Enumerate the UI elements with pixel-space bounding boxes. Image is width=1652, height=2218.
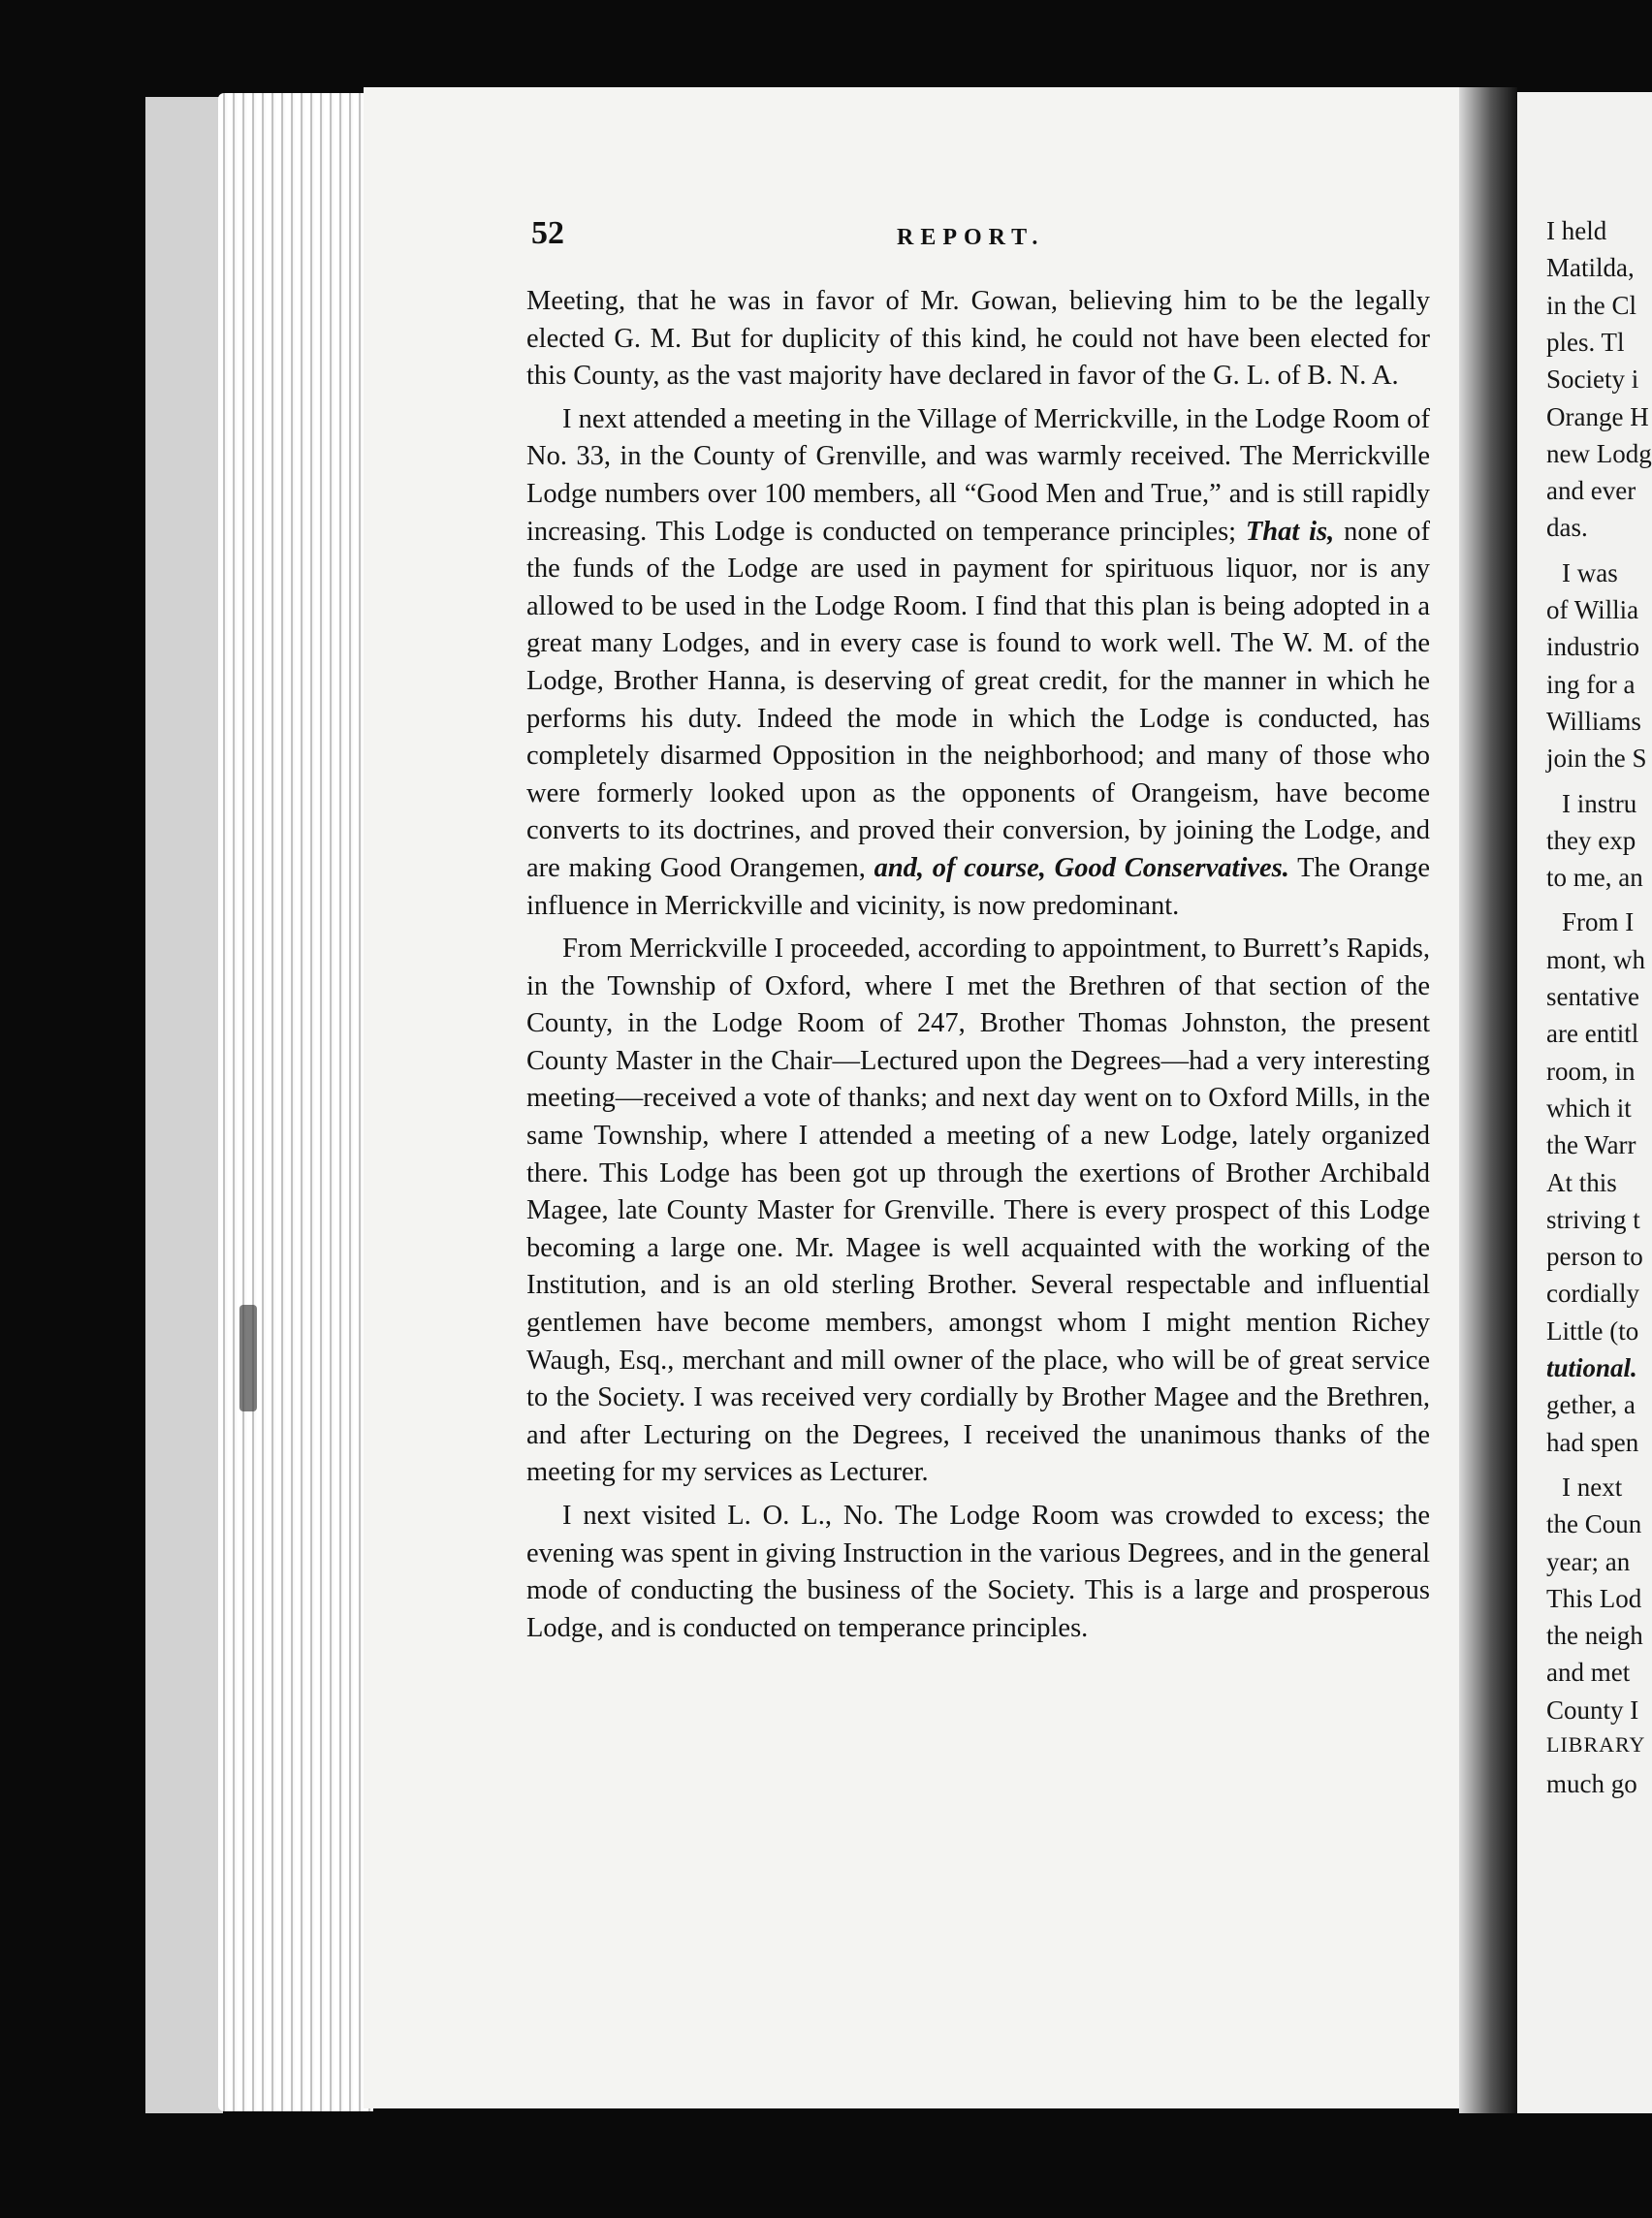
facing-page-line: join the S	[1546, 744, 1647, 774]
facing-page-line: the neigh	[1546, 1621, 1643, 1651]
facing-page-line: to me, an	[1546, 863, 1643, 893]
facing-page-line: I was	[1562, 557, 1618, 587]
facing-page-line: much go	[1546, 1769, 1637, 1799]
facing-page-line: had spen	[1546, 1427, 1639, 1457]
facing-page-line: person to	[1546, 1242, 1643, 1272]
facing-page-line: which it	[1546, 1093, 1632, 1123]
facing-page-line: sentative	[1546, 982, 1639, 1011]
running-head: REPORT.	[897, 225, 1045, 250]
facing-page-line: year; an	[1546, 1546, 1631, 1576]
facing-page-line: I held	[1546, 216, 1607, 245]
page-number: 52	[531, 215, 564, 251]
body-text	[526, 283, 1430, 1647]
paragraph	[526, 931, 1430, 1492]
book-cover-edge	[145, 97, 223, 2113]
facing-page-line: in the Cl	[1546, 290, 1636, 320]
italic-text: and, of course, Good Conservatives.	[874, 852, 1289, 883]
book-gutter-shadow	[1459, 87, 1517, 2113]
facing-page-line: and ever	[1546, 476, 1636, 506]
facing-page-line: tutional.	[1546, 1353, 1637, 1382]
text-run: I next visited L. O. L., No. The Lodge Room was crowded to excess; the evening was spent in giving Instruction in the various Degrees, and in the general mode of conducting the business of the Society. This is a large and prosperous Lodge, and is conducted on temperance principles.	[526, 1501, 1430, 1643]
facing-page-line: LIBRARY	[1546, 1732, 1646, 1757]
facing-page-line: This Lod	[1546, 1583, 1642, 1613]
facing-page-line: Society i	[1546, 364, 1639, 395]
facing-page-line: of Willia	[1546, 595, 1639, 624]
facing-page	[1517, 92, 1652, 2113]
facing-page-line: Matilda,	[1546, 253, 1635, 283]
facing-page-line: the Coun	[1546, 1509, 1642, 1539]
facing-page-line: and met	[1546, 1658, 1631, 1688]
facing-page-line: cordially	[1546, 1279, 1639, 1309]
facing-page-line: I next	[1562, 1472, 1623, 1502]
facing-page-line: Orange H	[1546, 401, 1649, 431]
facing-page-line: they exp	[1546, 825, 1636, 855]
paragraph	[526, 283, 1430, 396]
page-stack-edges	[218, 93, 373, 2111]
facing-page-line: County I	[1546, 1695, 1639, 1725]
facing-page-line: the Warr	[1546, 1130, 1636, 1160]
facing-page-line: Williams	[1546, 706, 1641, 736]
facing-page-line: new Lodg	[1546, 438, 1652, 468]
facing-page-line: gether, a	[1546, 1390, 1636, 1420]
text-run: From Merrickville I proceeded, according to appointment, to Burrett’s Rapids, in the Township of Oxford, where I met the Brethren of that section of the County, in the Lodge Room of 247, Brother Thomas Johnston, the present County Master in the Chair—Lectured upon the Degrees—had a very interesting meeting—received a vote of thanks; and next day went on to Oxford Mills, in the same Township, where I attended a meeting of a new Lodge, lately organized there. This Lodge has been got up through the exertions of Brother Archibald Magee, late County Master for Grenville. There is every prospect of this Lodge becoming a large one. Mr. Magee is well acquainted with the working of the Institution, and is an old sterling Brother. Several respectable and influential gentlemen have become members, amongst whom I might mention Richey Waugh, Esq., merchant and mill owner of the place, who will be of great service to the Society. I was received very cordially by Brother Magee and the Brethren, and after Lecturing on the Degrees, I received the unanimous thanks of the meeting for my services as Lecturer.	[526, 934, 1430, 1488]
facing-page-line: ples. Tl	[1546, 327, 1625, 357]
text-run: none of the funds of the Lodge are used in payment for spirituous liquor, nor is any allowed to be used in the Lodge Room. I find that this plan is being adopted in a great many Lodges, and in every case is found to work well. The W. M. of the Lodge, Brother Hanna, is deserving of great credit, for the manner in which he performs his duty. Indeed the mode in which the Lodge is conducted, has completely disarmed Opposition in the neighborhood; and many of those who were formerly looked upon as the opponents of Orangeism, have become converts to its doctrines, and proved their conversion, by joining the Lodge, and are making Good Orangemen,	[526, 516, 1431, 883]
facing-page-line: das.	[1546, 513, 1588, 543]
facing-page-line: are entitl	[1546, 1019, 1639, 1049]
facing-page-line: Little (to	[1546, 1315, 1639, 1346]
text-run: The Orange influence in Merrickville and vicinity, is now predominant.	[526, 852, 1430, 921]
text-run: Meeting, that he was in favor of Mr. Gowan, believing him to be the legally elected G. M. But for duplicity of this kind, he could not have been elected for this County, as the vast majority have declared in favor of the G. L. of B. N. A.	[526, 286, 1430, 392]
facing-page-line: industrio	[1546, 632, 1640, 662]
facing-page-line: At this	[1546, 1167, 1617, 1197]
facing-page-line: striving t	[1546, 1204, 1640, 1234]
facing-page-line: I instru	[1562, 788, 1637, 818]
paragraph	[526, 401, 1430, 925]
paragraph	[526, 1498, 1430, 1647]
facing-page-line: From I	[1562, 907, 1635, 937]
italic-text: That is,	[1245, 516, 1335, 547]
facing-page-line: ing for a	[1546, 669, 1636, 699]
text-run: I next attended a meeting in the Village of Merrickville, in the Lodge Room of No. 33, in the County of Grenville, and was warmly received. The Merrickville Lodge numbers over 100 members, all “Good Men and True,” and is still rapidly increasing. This Lodge is conducted on temperance principles;	[526, 403, 1430, 547]
facing-page-line: mont, wh	[1546, 944, 1646, 974]
facing-page-line: room, in	[1546, 1056, 1636, 1086]
